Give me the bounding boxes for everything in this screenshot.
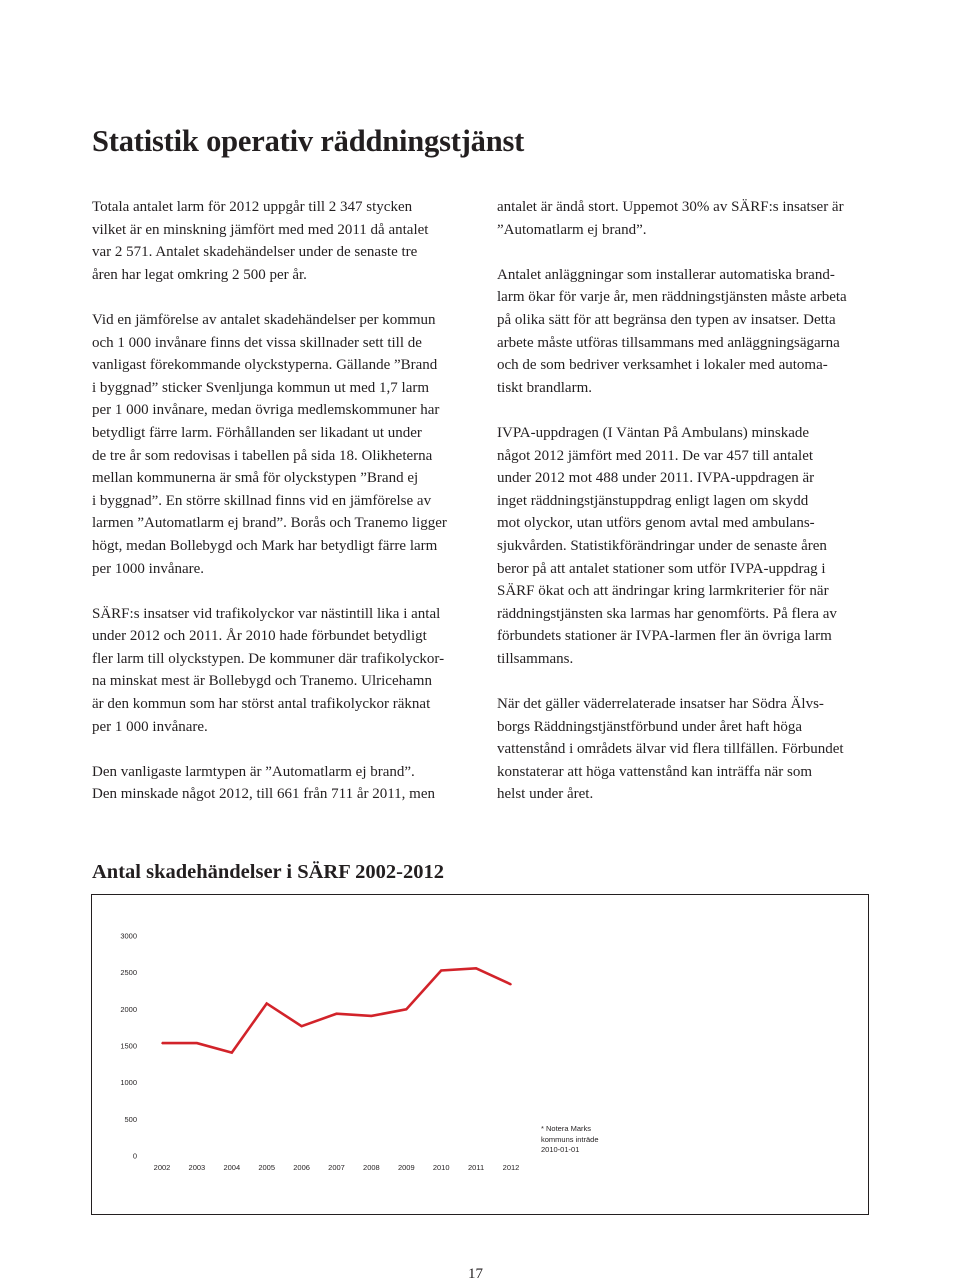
text-line: i byggnad” sticker Svenljunga kommun ut med 1,7 larm — [92, 379, 430, 396]
data-point — [266, 1003, 268, 1005]
text-line: borgs Räddningstjänstförbund under året haft höga — [497, 718, 803, 735]
chart-frame — [91, 894, 869, 1215]
left-paragraph-3 — [92, 603, 482, 739]
data-point — [406, 1009, 408, 1011]
text-line: inget räddningstjänstuppdrag enligt lagen om skydd — [497, 492, 809, 509]
text-line: beror på att antalet stationer som utför IVPA-uppdrag i — [497, 560, 826, 577]
text-line: på olika sätt för att begränsa den typen av insatser. Detta — [497, 311, 836, 328]
chart-note-line: kommuns inträde — [541, 1134, 599, 1144]
y-tick-label: 2500 — [120, 968, 137, 978]
text-line: Den vanligaste larmtypen är ”Automatlarm ej brand”. — [92, 763, 415, 780]
x-tick-label: 2009 — [397, 1163, 415, 1172]
x-tick-label: 2011 — [468, 1163, 485, 1172]
line-chart — [92, 895, 868, 1214]
text-line: betydligt färre larm. Förhållanden ser likadant ut under — [92, 424, 422, 441]
text-line: tiskt brandlarm. — [497, 379, 592, 396]
y-tick-label: 3000 — [120, 931, 137, 941]
text-line: helst under året. — [497, 786, 594, 803]
text-line: högt, medan Bollebygd och Mark har betydligt färre larm — [92, 537, 438, 554]
y-tick-label: 0 — [132, 1151, 137, 1161]
data-point — [301, 1025, 303, 1027]
y-tick-label: 1500 — [120, 1041, 137, 1051]
text-line: under 2012 mot 488 under 2011. IVPA-uppdragen är — [497, 470, 815, 487]
data-point — [510, 984, 512, 986]
x-tick-label: 2002 — [153, 1163, 171, 1172]
text-line: räddningstjänsten ska larmas har genomförts. På flera av — [497, 605, 837, 622]
text-line: mot olyckor, utan utförs genom avtal med ambulans- — [497, 515, 815, 532]
text-line: ”Automatlarm ej brand”. — [497, 221, 647, 238]
text-line: larm ökar för varje år, men räddningstjänsten måste arbeta — [497, 289, 847, 306]
data-point — [475, 967, 477, 969]
text-line: och 1 000 invånare finns det vissa skillnader sett till de — [92, 334, 422, 351]
x-tick-label: 2003 — [188, 1163, 206, 1172]
x-tick-label: 2008 — [363, 1163, 380, 1172]
text-line: sjukvården. Statistikförändringar under de senaste åren — [497, 537, 827, 554]
text-line: tillsammans. — [497, 650, 574, 667]
text-line: under 2012 och 2011. År 2010 hade förbundet betydligt — [92, 628, 427, 645]
text-line: var 2 571. Antalet skadehändelser under de senaste tre — [92, 244, 418, 261]
left-text-column — [92, 196, 482, 829]
x-tick-label: 2006 — [293, 1163, 310, 1172]
text-line: något 2012 jämfört med 2011. De var 457 till antalet — [497, 447, 814, 464]
text-line: per 1000 invånare. — [92, 560, 205, 577]
text-line: antalet är ändå stort. Uppemot 30% av SÄRF:s insatser är — [497, 199, 844, 215]
x-tick-label: 2012 — [502, 1163, 520, 1172]
text-line: per 1 000 invånare. — [92, 718, 208, 735]
text-line: de tre år som redovisas i tabellen på sida 18. Olikheterna — [92, 447, 433, 464]
x-tick-label: 2010 — [432, 1163, 450, 1172]
text-line: IVPA-uppdragen (I Väntan På Ambulans) minskade — [497, 424, 810, 441]
text-line: och de som bedriver verksamhet i lokaler med automa- — [497, 357, 828, 374]
data-point — [371, 1015, 373, 1017]
series-line — [162, 968, 511, 1052]
text-line: Vid en jämförelse av antalet skadehändelser per kommun — [92, 311, 436, 328]
y-tick-label: 2000 — [120, 1004, 137, 1014]
text-line: Den minskade något 2012, till 661 från 711 år 2011, men — [92, 786, 435, 803]
data-point — [161, 1042, 163, 1044]
page-number: 17 — [468, 1266, 483, 1282]
chart-note-line: * Notera Marks — [541, 1124, 592, 1133]
left-paragraph-4 — [92, 761, 482, 806]
x-tick-label: 2007 — [328, 1163, 345, 1172]
left-paragraph-1 — [92, 196, 482, 286]
data-point — [336, 1013, 338, 1015]
x-tick-label: 2004 — [223, 1163, 241, 1172]
text-line: fler larm till olyckstypen. De kommuner där trafikolyckor- — [92, 650, 445, 667]
x-tick-label: 2005 — [258, 1163, 276, 1172]
text-line: vanligast förekommande olyckstyperna. Gällande ”Brand — [92, 357, 438, 374]
chart-title: Antal skadehändelser i SÄRF 2002-2012 — [92, 861, 444, 883]
page-title: Statistik operativ räddningstjänst — [92, 124, 525, 158]
text-line: Antalet anläggningar som installerar automatiska brand- — [497, 266, 835, 283]
right-paragraph-3 — [497, 422, 887, 671]
data-point — [231, 1052, 233, 1054]
text-line: åren har legat omkring 2 500 per år. — [92, 266, 307, 283]
chart-note-line: 2010-01-01 — [541, 1145, 580, 1154]
right-paragraph-2 — [497, 264, 887, 400]
right-paragraph-4 — [497, 693, 887, 806]
text-line: är den kommun som har störst antal trafikolyckor räknat — [92, 696, 431, 713]
text-line: vattenstånd i områdets älvar vid flera tillfällen. Förbundet — [497, 741, 844, 758]
text-line: mellan kommunerna är små för olyckstypen ”Brand ej — [92, 470, 419, 487]
right-paragraph-1 — [497, 196, 887, 241]
text-line: larmen ”Automatlarm ej brand”. Borås och Tranemo ligger — [92, 515, 447, 532]
data-point — [440, 970, 442, 972]
data-point — [196, 1042, 198, 1044]
text-line: vilket är en minskning jämfört med med 2011 då antalet — [92, 221, 429, 238]
text-line: konstaterar att höga vattenstånd kan inträffa när som — [497, 763, 813, 780]
text-line: SÄRF ökat och att ändringar kring larmkriterier för när — [497, 583, 829, 600]
text-line: per 1 000 invånare, medan övriga medlemskommuner har — [92, 402, 440, 419]
y-tick-label: 1000 — [120, 1078, 137, 1088]
right-text-column — [497, 196, 887, 829]
text-line: När det gäller väderrelaterade insatser har Södra Älvs- — [497, 696, 824, 713]
text-line: arbete måste utföras tillsammans med anläggningsägarna — [497, 334, 840, 351]
text-line: i byggnad”. En större skillnad finns vid en jämförelse av — [92, 492, 432, 509]
text-line: na minskat mest är Bollebygd och Tranemo. Ulricehamn — [92, 673, 432, 690]
text-line: SÄRF:s insatser vid trafikolyckor var nästintill lika i antal — [92, 605, 441, 622]
left-paragraph-2 — [92, 309, 482, 580]
y-tick-label: 500 — [124, 1114, 137, 1124]
text-line: förbundets stationer är IVPA-larmen fler än övriga larm — [497, 628, 832, 645]
chart-note — [541, 1124, 599, 1156]
text-line: Totala antalet larm för 2012 uppgår till 2 347 stycken — [92, 199, 413, 215]
